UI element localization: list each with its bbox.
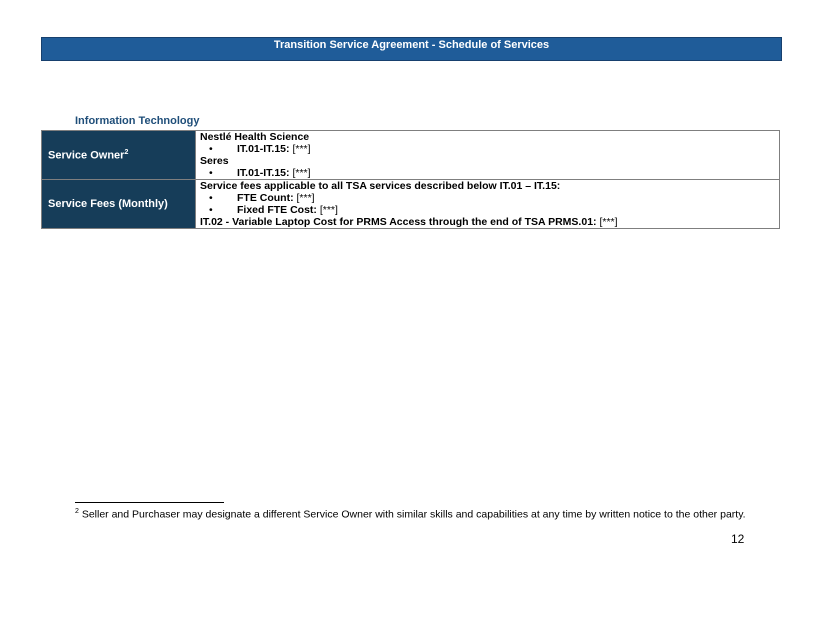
laptop-cost-line [200, 216, 779, 228]
item-value: [***] [289, 167, 311, 179]
item-code: IT.01-IT.15: [237, 167, 290, 179]
fixed-fte-value: [***] [316, 204, 338, 216]
item-code: IT.01-IT.15: [237, 143, 290, 155]
service-owner-row [42, 131, 780, 180]
bullet-icon: • [209, 192, 213, 204]
section-heading: Information Technology [75, 115, 200, 127]
laptop-cost-value: [***] [596, 216, 618, 228]
item-value: [***] [289, 143, 311, 155]
fte-count-label: FTE Count: [237, 192, 294, 204]
footnote-ref: 2 [124, 148, 129, 156]
list-item [200, 167, 779, 179]
service-schedule-table [41, 130, 780, 229]
bullet-icon: • [209, 204, 213, 216]
fixed-fte-label: Fixed FTE Cost: [237, 204, 317, 216]
service-owner-entity-1: Nestlé Health Science [200, 131, 310, 143]
bullet-icon: • [209, 167, 213, 179]
footnote-text: Seller and Purchaser may designate a different Service Owner with similar skills and capabilities at any time by written notice to the other party. [78, 508, 746, 521]
service-owner-content [196, 131, 780, 180]
service-fees-label: Service Fees (Monthly) [48, 198, 168, 210]
list-item [200, 143, 779, 155]
bullet-icon: • [209, 143, 213, 155]
footnote [75, 508, 746, 521]
fte-count-value: [***] [293, 192, 315, 204]
service-fees-content [196, 180, 780, 229]
service-fees-label-cell [42, 180, 196, 229]
page-number: 12 [731, 532, 745, 546]
service-owner-label-cell [42, 131, 196, 180]
footnote-number: 2 [75, 508, 79, 515]
list-item [200, 204, 779, 216]
service-fees-intro: Service fees applicable to all TSA services described below IT.01 – IT.15: [200, 180, 561, 192]
document-header-banner [41, 37, 782, 61]
footnote-divider [75, 502, 224, 503]
service-fees-row [42, 180, 780, 229]
list-item [200, 192, 779, 204]
service-owner-label: Service Owner [48, 149, 125, 162]
document-title: Transition Service Agreement - Schedule of Services [273, 39, 550, 51]
service-owner-entity-2: Seres [200, 155, 229, 167]
laptop-cost-label: IT.02 - Variable Laptop Cost for PRMS Access through the end of TSA PRMS.01: [200, 216, 597, 228]
